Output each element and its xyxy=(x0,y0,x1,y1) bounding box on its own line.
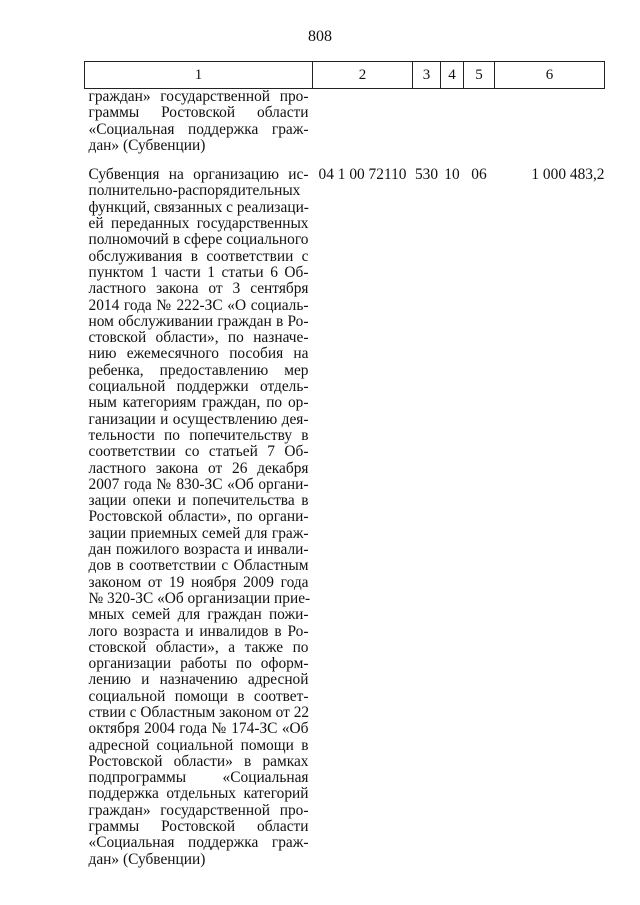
description-line: дан» (Субвенции) xyxy=(88,136,206,154)
description-line: Ростовской области», по органи- xyxy=(88,508,309,526)
description-line: дов в соответствии с Областным xyxy=(88,557,309,575)
description-line: полнительно-распорядительных xyxy=(88,182,301,200)
description-line: «Социальная поддержка граж- xyxy=(88,834,309,852)
row-col5 xyxy=(464,89,495,155)
table-header-row xyxy=(85,62,605,89)
description-line: ластного закона от 3 сентября xyxy=(88,280,309,298)
description-line: мных семей для граждан пожи- xyxy=(88,606,309,624)
description-line: «Социальная поддержка граж- xyxy=(88,120,309,138)
description-line: обслуживания в соответствии с xyxy=(88,247,309,265)
row-code xyxy=(313,89,413,155)
header-col-1: 1 xyxy=(85,62,313,89)
page-number: 808 xyxy=(308,28,332,45)
description-line: лого возраста и инвалидов в Ро- xyxy=(88,622,309,640)
header-col-5: 5 xyxy=(464,62,495,89)
header-col-4: 4 xyxy=(441,62,464,89)
description-line: дан» (Субвенции) xyxy=(88,850,206,868)
row-code: 04 1 00 72110 xyxy=(318,166,407,184)
description-line: Ростовской области» в рамках xyxy=(88,752,309,770)
description-line: зации приемных семей для граж- xyxy=(88,524,309,542)
description-line: октября 2004 года № 174-ЗС «Об xyxy=(88,720,309,738)
description-line: стовской области», а также по xyxy=(88,638,309,656)
row-amount: 1 000 483,2 xyxy=(531,166,605,184)
row-col3: 530 xyxy=(414,166,439,184)
table-row xyxy=(85,89,605,155)
description-line: граммы Ростовской области xyxy=(88,104,309,122)
description-line: социальной поддержки отдель- xyxy=(88,378,309,396)
row-description xyxy=(85,89,313,155)
description-line: граждан» государственной про- xyxy=(88,801,309,819)
description-line: пунктом 1 части 1 статьи 6 Об- xyxy=(88,263,309,281)
description-text xyxy=(85,167,313,868)
description-line: 2014 года № 222-ЗС «О социаль- xyxy=(88,296,309,314)
description-line: тельности по попечительству в xyxy=(88,426,309,444)
description-line: ствии с Областным законом от 22 xyxy=(88,703,310,721)
table-row xyxy=(85,167,605,868)
row-col5: 06 xyxy=(471,166,487,184)
description-line: граммы Ростовской области xyxy=(88,818,309,836)
description-line: социальной помощи в соответ- xyxy=(88,687,309,705)
description-line: нию ежемесячного пособия на xyxy=(88,345,309,363)
description-line: ганизации и осуществлению дея- xyxy=(88,410,309,428)
description-line: организации работы по оформ- xyxy=(88,655,309,673)
header-col-2: 2 xyxy=(313,62,413,89)
description-line: законом от 19 ноября 2009 года xyxy=(88,573,309,591)
description-line: функций, связанных с реализаци- xyxy=(88,198,309,216)
description-line: Субвенция на организацию ис- xyxy=(88,166,309,184)
description-line: полномочий в сфере социального xyxy=(88,231,309,249)
header-col-3: 3 xyxy=(413,62,441,89)
description-line: ей переданных государственных xyxy=(88,215,309,233)
description-line: адресной социальной помощи в xyxy=(88,736,309,754)
description-line: дан пожилого возраста и инвали- xyxy=(88,541,309,559)
description-line: стовской области», по назначе- xyxy=(88,329,309,347)
description-line: поддержка отдельных категорий xyxy=(88,785,309,803)
row-col4: 10 xyxy=(444,166,460,184)
description-line: ребенка, предоставлению мер xyxy=(88,361,309,379)
description-line: зации опеки и попечительства в xyxy=(88,492,309,510)
description-line: ластного закона от 26 декабря xyxy=(88,459,309,477)
description-line: ном обслуживании граждан в Ро- xyxy=(88,312,309,330)
row-col3 xyxy=(413,89,441,155)
description-text xyxy=(85,89,313,154)
description-line: соответствии со статьей 7 Об- xyxy=(88,443,309,461)
row-description xyxy=(85,167,313,868)
row-amount xyxy=(495,89,605,155)
header-col-6: 6 xyxy=(495,62,605,89)
row-col4 xyxy=(441,89,464,155)
description-line: № 320-ЗС «Об организации прие- xyxy=(88,589,311,607)
description-line: подпрограммы «Социальная xyxy=(88,769,309,787)
description-line: лению и назначению адресной xyxy=(88,671,309,689)
description-line: граждан» государственной про- xyxy=(88,88,309,105)
description-line: ным категориям граждан, по ор- xyxy=(88,394,309,412)
budget-table xyxy=(84,61,605,868)
description-line: 2007 года № 830-ЗС «Об органи- xyxy=(88,475,309,493)
